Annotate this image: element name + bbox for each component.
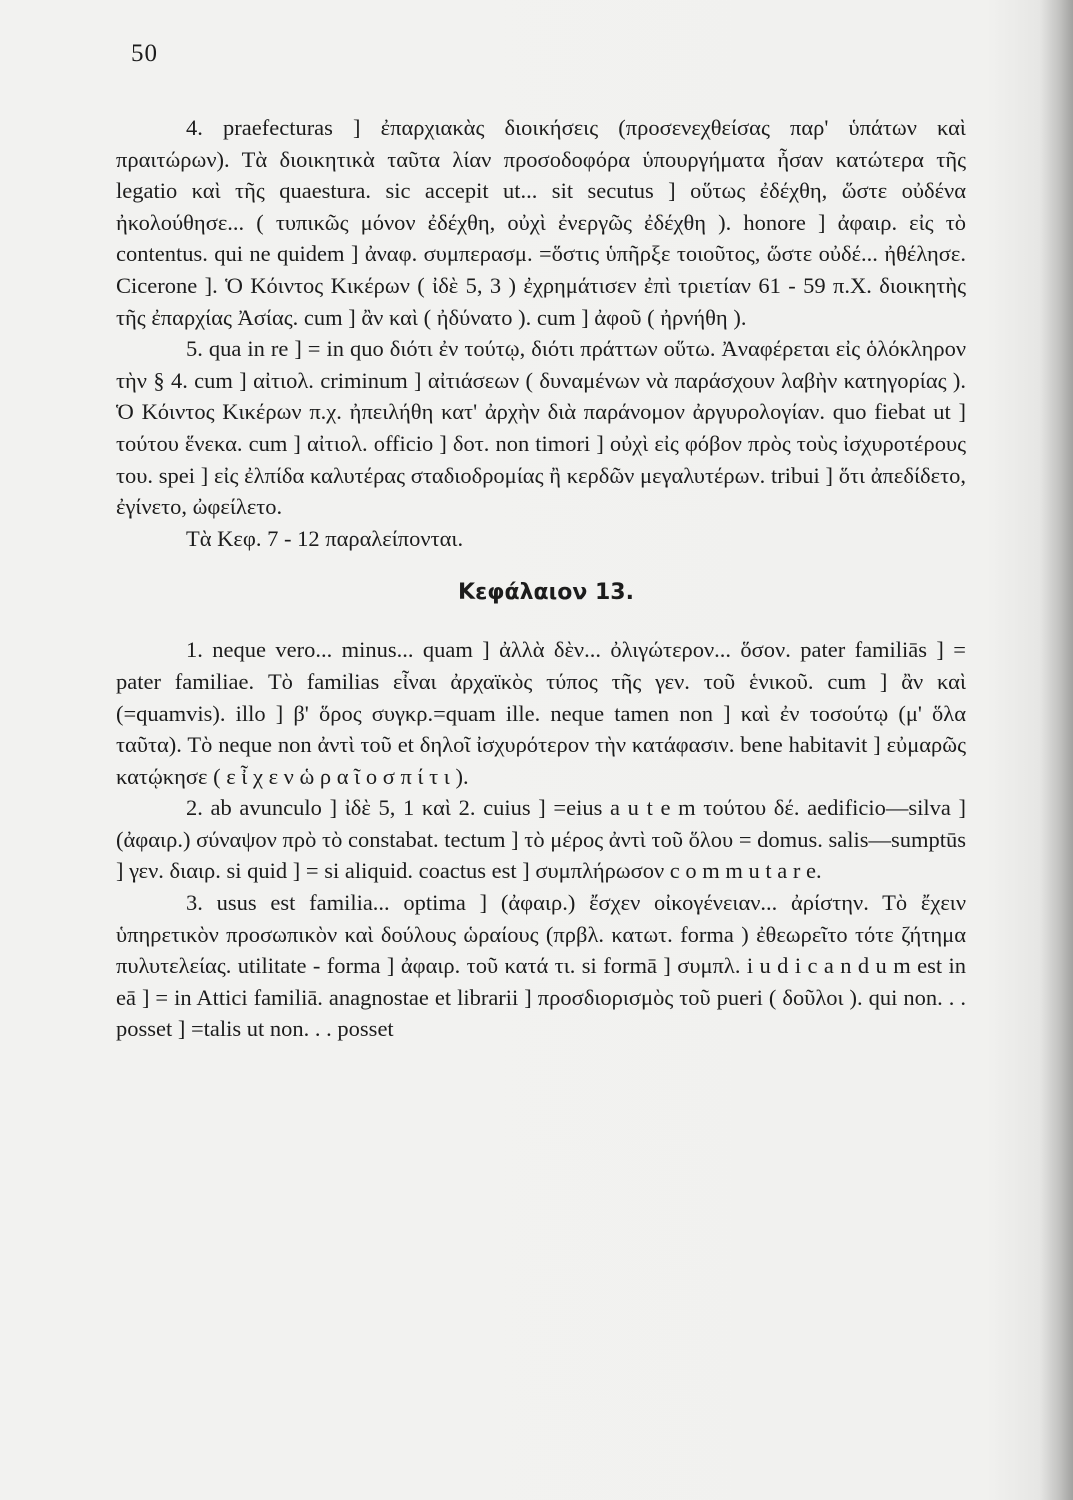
note-paragraph-3: 3. usus est familia... optima ] (ἀφαιρ.) ἔσχεν οἰκογένειαν... ἀρίστην. Τὸ ἔχειν ὑπηρετικὸν προσωπικὸν καὶ δούλους ὡραίους (πρβλ. κατωτ. forma ) ἐθεωρεῖτο τότε ζήτημα πυλυτελείας. utilitate - forma ] ἀφαιρ. τοῦ κατά τι. si formā ] συμπλ. i u d i c a n d u m est in eā ] = in Attici familiā. anagnostae et librarii ] προσδιορισμὸς τοῦ pueri ( δοῦλοι ). qui non. . . posset ] =talis ut non. . . posset [116,890,966,1042]
commentary-text [116,112,966,1045]
omitted-chapters-note: Τὰ Κεφ. 7 - 12 παραλείπονται. [186,525,464,551]
note-paragraph-4: 4. praefecturas ] ἐπαρχιακὰς διοικήσεις (προσενεχθείσας παρ' ὑπάτων καὶ πραιτώρων). Τὰ διοικητικὰ ταῦτα λίαν προσοδοφόρα ὑπουργήματα ἦσαν κατώτερα τῆς legatio καὶ τῆς quaestura. sic accepit ut... sit secutus ] οὕτως ἐδέχθη, ὥστε οὐδένα ἠκολούθησε... ( τυπικῶς μόνον ἐδέχθη, οὐχὶ ἐνεργῶς ἐδέχθη ). honore ] ἀφαιρ. εἰς τὸ contentus. qui ne quidem ] ἀναφ. συμπερασμ. =ὅστις ὑπῆρξε τοιοῦτος, ὥστε οὐδέ... ἠθέλησε. Cicerone ]. Ὁ Κόιντος Κικέρων ( ἰδὲ 5, 3 ) ἐχρημάτισεν ἐπὶ τριετίαν 61 - 59 π.Χ. διοικητὴς τῆς ἐπαρχίας Ἀσίας. cum ] ἂν καὶ ( ἠδύνατο ). cum ] ἀφοῦ ( ἠρνήθη ). [116,115,966,330]
page-edge-shadow [1039,0,1073,1500]
note-paragraph-5: 5. qua in re ] = in quo διότι ἐν τούτῳ, διότι πράττων οὕτω. Ἀναφέρεται εἰς ὁλόκληρον τὴν § 4. cum ] αἰτιολ. criminum ] αἰτιάσεων ( δυναμένων νὰ παράσχουν λαβὴν κατηγορίας ). Ὁ Κόιντος Κικέρων π.χ. ἠπειλήθη κατ' ἀρχὴν διὰ παράνομον ἀργυρολογίαν. quo fiebat ut ] τούτου ἕνεκα. cum ] αἰτιολ. officio ] δοτ. non timori ] οὐχὶ εἰς φόβον πρὸς τοὺς ἰσχυροτέρους του. spei ] εἰς ἐλπίδα καλυτέρας σταδιοδρομίας ἢ κερδῶν μεγαλυτέρων. tribui ] ὅτι ἀπεδίδετο, ἐγίνετο, ὠφείλετο. [116,336,966,520]
note-paragraph-1: 1. neque vero... minus... quam ] ἀλλὰ δὲν... ὀλιγώτερον... ὅσον. pater familiās ] = pater familiae. Τὸ familias εἶναι ἀρχαϊκὸς τύπος τῆς γεν. τοῦ ἑνικοῦ. cum ] ἂν καὶ (=quamvis). illo ] β' ὅρος συγκρ.=quam ille. neque tamen non ] καὶ ἐν τοσούτῳ (μ' ὅλα ταῦτα). Τὸ neque non ἀντὶ τοῦ et δηλοῖ ἰσχυρότερον τὴν κατάφασιν. bene habitavit ] εὐμαρῶς κατῴκησε ( ε ἶ χ ε ν ὡ ρ α ῖ ο σ π ί τ ι ). [116,637,966,789]
chapter-heading: Κεφάλαιον 13. [458,580,634,606]
page-number: 50 [131,40,158,67]
note-paragraph-2: 2. ab avunculo ] ἰδὲ 5, 1 καὶ 2. cuius ] =eius a u t e m τούτου δέ. aedificio—silva ] (ἀφαιρ.) σύναψον πρὸ τὸ constabat. tectum ] τὸ μέρος ἀντὶ τοῦ ὅλου = domus. salis—sumptūs ] γεν. διαιρ. si quid ] = si aliquid. coactus est ] συμπλήρωσον c o m m u t a r e. [116,795,966,884]
